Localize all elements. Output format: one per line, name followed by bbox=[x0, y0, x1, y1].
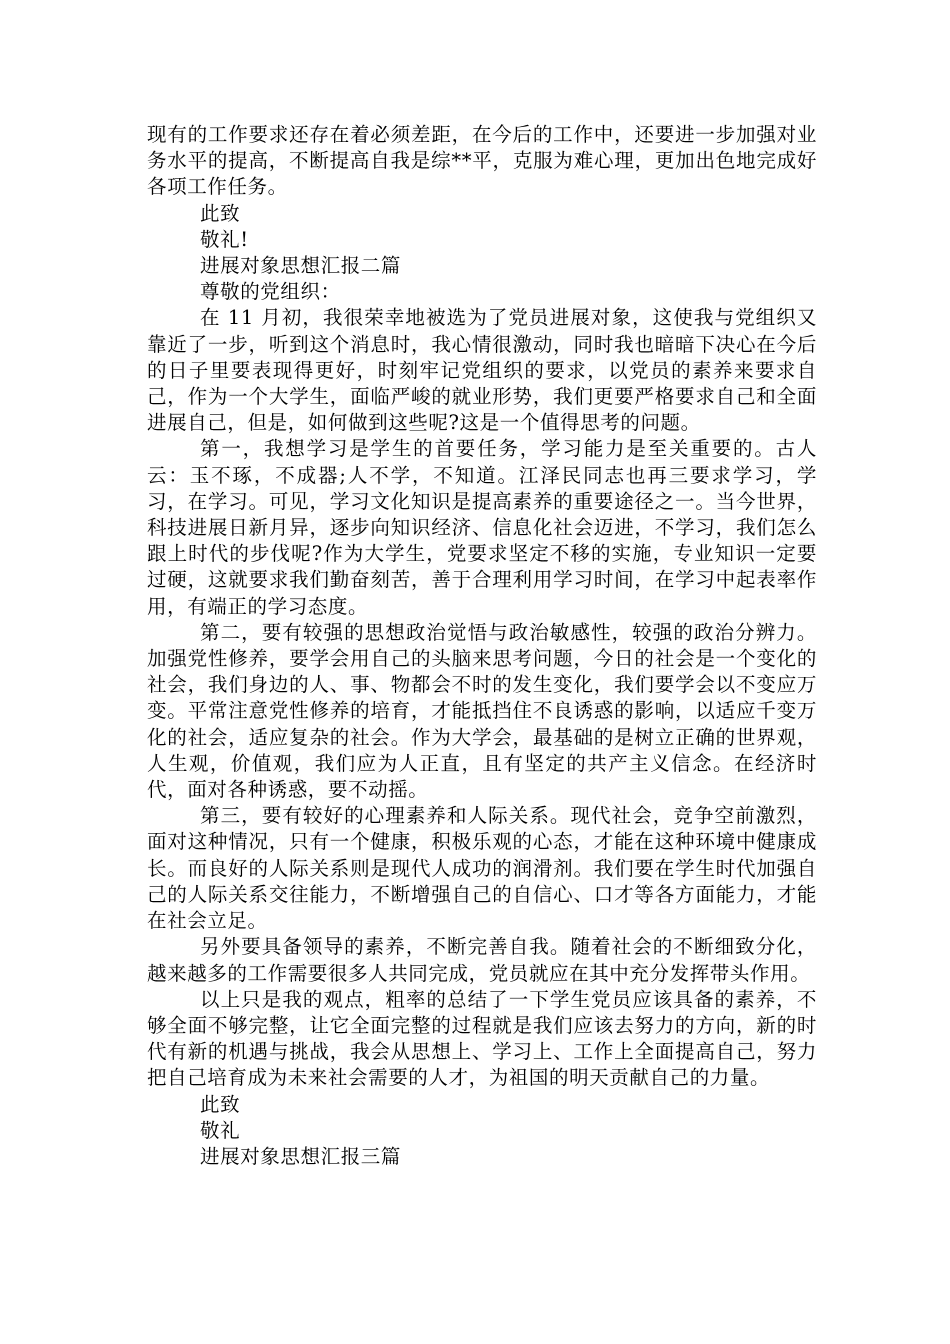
paragraph-intro: 在 11 月初，我很荣幸地被选为了党员进展对象，这使我与党组织又靠近了一步，听到这个消息时，我心情很激动，同时我也暗暗下决心在今后的日子里要表现得更好，时刻牢记党组织的要求，以党员的素养来要求自己，作为一个大学生，面临严峻的就业形势，我们更要严格要求自己和全面进展自己，但是，如何做到这些呢?这是一个值得思考的问题。 bbox=[147, 306, 817, 435]
section-title-3: 进展对象思想汇报三篇 bbox=[200, 1144, 402, 1168]
closing-regards: 敬礼! bbox=[200, 227, 249, 251]
section-title-2: 进展对象思想汇报二篇 bbox=[200, 254, 402, 278]
closing-salutation-2: 此致 bbox=[200, 1092, 241, 1116]
paragraph-conclusion: 以上只是我的观点，粗率的总结了一下学生党员应该具备的素养，不够全面不够完整，让它全面完整的过程就是我们应该去努力的方向，新的时代有新的机遇与挑战，我会从思想上、学习上、工作上全面提高自己，努力把自己培育成为未来社会需要的人才，为祖国的明天贡献自己的力量。 bbox=[147, 987, 817, 1090]
paragraph-continuation: 现有的工作要求还存在着必须差距，在今后的工作中，还要进一步加强对业务水平的提高，不断提高自我是综**平，克服为难心理，更加出色地完成好各项工作任务。 bbox=[147, 123, 817, 199]
document-body bbox=[147, 122, 817, 1170]
paragraph-leadership: 另外要具备领导的素养，不断完善自我。随着社会的不断细致分化，越来越多的工作需要很多人共同完成，党员就应在其中充分发挥带头作用。 bbox=[147, 935, 817, 985]
greeting: 尊敬的党组织： bbox=[200, 280, 341, 304]
closing-salutation: 此致 bbox=[200, 201, 241, 225]
closing-regards-2: 敬礼 bbox=[200, 1118, 241, 1142]
paragraph-second: 第二，要有较强的思想政治觉悟与政治敏感性，较强的政治分辨力。加强党性修养，要学会用自己的头脑来思考问题，今日的社会是一个变化的社会，我们身边的人、事、物都会不时的发生变化，我们要学会以不变应万变。平常注意党性修养的培育，才能抵挡住不良诱惑的影响，以适应千变万化的社会，适应复杂的社会。作为大学会，最基础的是树立正确的世界观，人生观，价值观，我们应为人正直，且有坚定的共产主义信念。在经济时代，面对各种诱惑，要不动摇。 bbox=[147, 620, 817, 802]
paragraph-first: 第一，我想学习是学生的首要任务，学习能力是至关重要的。古人云：玉不琢，不成器;人不学，不知道。江泽民同志也再三要求学习，学习，在学习。可见，学习文化知识是提高素养的重要途径之一。当今世界，科技进展日新月异，逐步向知识经济、信息化社会迈进，不学习，我们怎么跟上时代的步伐呢?作为大学生，党要求坚定不移的实施，专业知识一定要过硬，这就要求我们勤奋刻苦，善于合理利用学习时间，在学习中起表率作用，有端正的学习态度。 bbox=[147, 437, 817, 618]
paragraph-third: 第三，要有较好的心理素养和人际关系。现代社会，竞争空前激烈，面对这种情况，只有一个健康，积极乐观的心态，才能在这种环境中健康成长。而良好的人际关系则是现代人成功的润滑剂。我们要在学生时代加强自己的人际关系交往能力，不断增强自己的自信心、口才等各方面能力，才能在社会立足。 bbox=[147, 804, 817, 933]
